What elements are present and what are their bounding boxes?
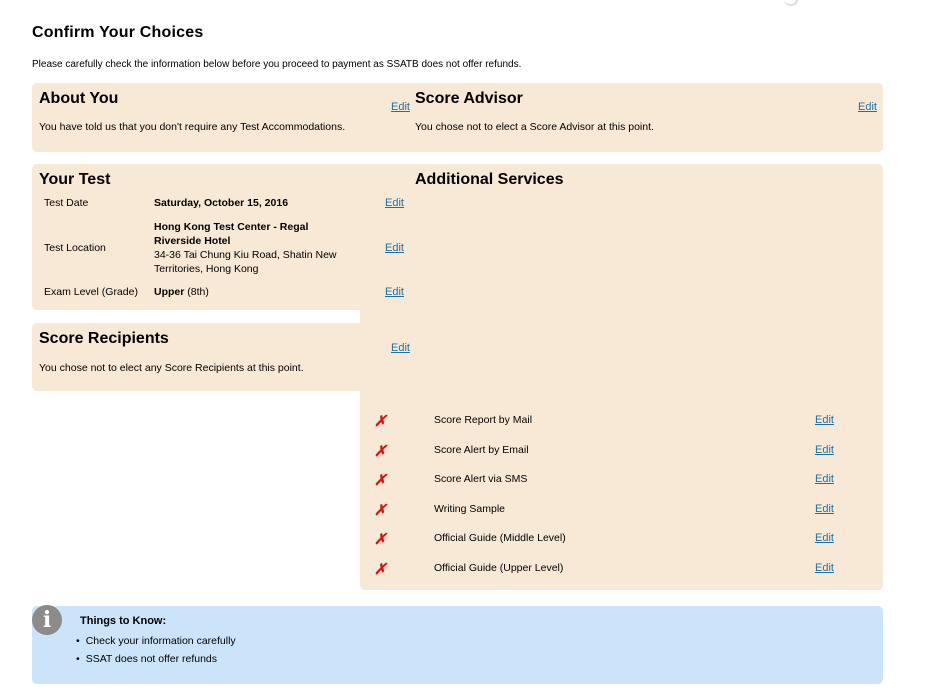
x-mark-icon: ✗ [374, 472, 387, 489]
about-edit-link[interactable]: Edit [391, 101, 410, 113]
exam-level-grade: (8th) [187, 286, 209, 298]
recipients-title: Score Recipients [39, 330, 169, 347]
service-edit-link[interactable]: Edit [815, 444, 834, 456]
test-location-edit-link[interactable]: Edit [385, 242, 404, 254]
about-title: About You [39, 90, 119, 107]
test-date-value: Saturday, October 15, 2016 [154, 197, 289, 209]
exam-level-value: Upper [154, 286, 185, 298]
info-icon: i [32, 605, 62, 635]
service-edit-link[interactable]: Edit [815, 503, 834, 515]
test-location-address-2: Territories, Hong Kong [154, 263, 259, 275]
test-location-name-2: Riverside Hotel [154, 235, 231, 247]
list-item: • Check your information carefully [76, 634, 236, 652]
x-mark-icon: ✗ [374, 443, 387, 460]
about-text: You have told us that you don't require any Test Accommodations. [39, 121, 346, 133]
advisor-title: Score Advisor [415, 90, 523, 107]
partial-icon [784, 0, 798, 6]
x-mark-icon: ✗ [374, 561, 387, 578]
test-location-address-1: 34-36 Tai Chung Kiu Road, Shatin New [154, 249, 337, 261]
service-edit-link[interactable]: Edit [815, 562, 834, 574]
exam-level-value-row [154, 286, 209, 298]
additional-services-panel [360, 164, 883, 590]
test-date-edit-link[interactable]: Edit [385, 197, 404, 209]
service-label: Score Report by Mail [434, 414, 533, 426]
exam-level-edit-link[interactable]: Edit [385, 286, 404, 298]
service-label: Writing Sample [434, 503, 505, 515]
services-title: Additional Services [415, 171, 564, 188]
recipients-edit-link[interactable]: Edit [391, 342, 410, 354]
service-label: Official Guide (Upper Level) [434, 562, 564, 574]
things-to-know-title: Things to Know: [80, 615, 167, 627]
test-location-name-1: Hong Kong Test Center - Regal [154, 221, 309, 233]
service-label: Official Guide (Middle Level) [434, 532, 566, 544]
page-title: Confirm Your Choices [32, 24, 204, 41]
advisor-text: You chose not to elect a Score Advisor at this point. [415, 121, 654, 133]
intro-text: Please carefully check the information below before you proceed to payment as SSATB does not offer refunds. [32, 59, 522, 70]
service-label: Score Alert by Email [434, 444, 529, 456]
recipients-text: You chose not to elect any Score Recipients at this point. [39, 362, 304, 374]
test-location-label: Test Location [44, 242, 106, 254]
test-date-label: Test Date [44, 197, 89, 209]
test-title: Your Test [39, 171, 111, 188]
things-to-know-list [76, 634, 236, 670]
x-mark-icon: ✗ [374, 502, 387, 519]
service-edit-link[interactable]: Edit [815, 414, 834, 426]
list-item: • SSAT does not offer refunds [76, 652, 236, 670]
service-edit-link[interactable]: Edit [815, 473, 834, 485]
service-edit-link[interactable]: Edit [815, 532, 834, 544]
exam-level-label: Exam Level (Grade) [44, 286, 138, 298]
x-mark-icon: ✗ [374, 413, 387, 430]
service-label: Score Alert via SMS [434, 473, 528, 485]
advisor-edit-link[interactable]: Edit [858, 101, 877, 113]
x-mark-icon: ✗ [374, 531, 387, 548]
